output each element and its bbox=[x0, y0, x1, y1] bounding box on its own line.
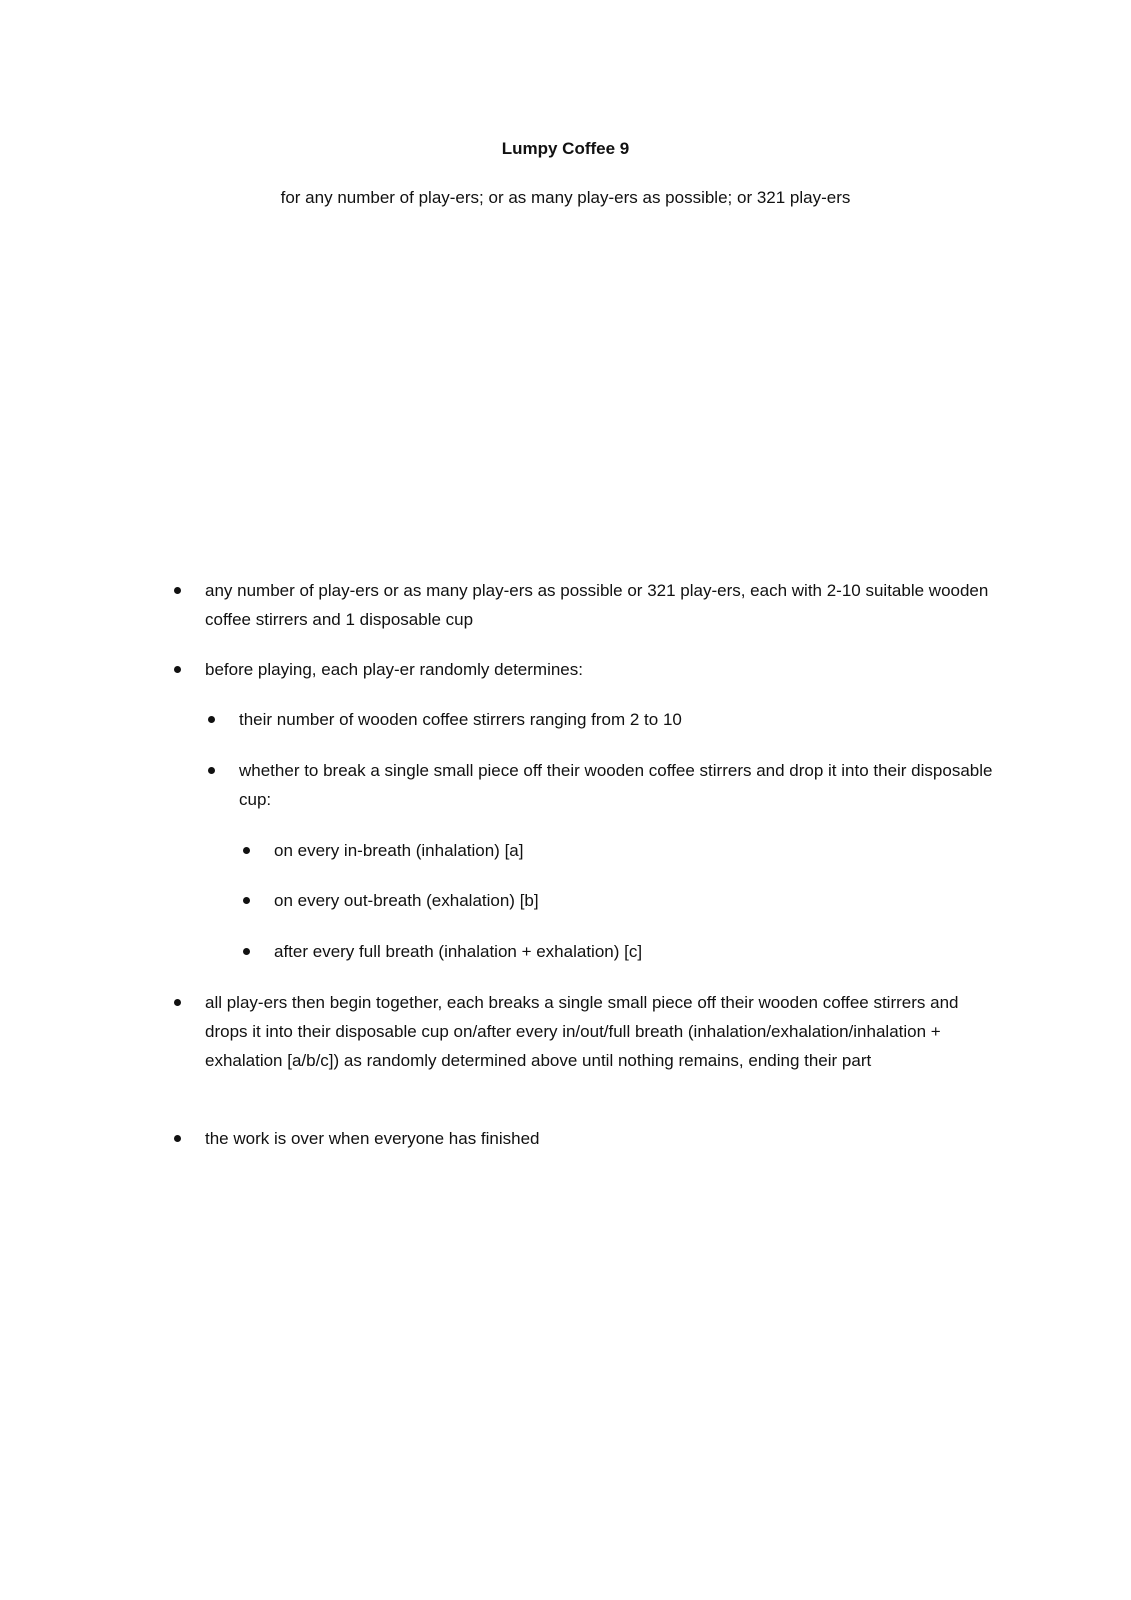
sub-sub-list-item bbox=[274, 836, 994, 865]
bullet-icon bbox=[173, 1124, 181, 1153]
bullet-icon bbox=[173, 988, 181, 1017]
bullet-icon bbox=[242, 886, 250, 915]
sub-sub-list-item-text: on every out-breath (exhalation) [b] bbox=[274, 891, 539, 910]
bullet-icon bbox=[207, 756, 215, 785]
list-item bbox=[205, 1124, 995, 1153]
list-item bbox=[205, 655, 995, 684]
sub-sub-list-item-text: after every full breath (inhalation + exhalation) [c] bbox=[274, 942, 643, 961]
list-item bbox=[205, 988, 995, 1075]
bullet-icon bbox=[207, 705, 215, 734]
document-title: Lumpy Coffee 9 bbox=[501, 139, 630, 158]
list-item-text: any number of play-ers or as many play-ers as possible or 321 play-ers, each with 2-10 suitable wooden coffee stirrers and 1 disposable cup bbox=[205, 581, 989, 629]
sub-list-item-text: their number of wooden coffee stirrers ranging from 2 to 10 bbox=[239, 710, 682, 729]
sub-list-item-text: whether to break a single small piece off their wooden coffee stirrers and drop it into their disposable cup: bbox=[239, 761, 993, 809]
list-item-text: the work is over when everyone has finished bbox=[205, 1129, 540, 1148]
sub-sub-list-item bbox=[274, 886, 994, 915]
bullet-icon bbox=[242, 937, 250, 966]
bullet-icon bbox=[173, 576, 181, 605]
sub-sub-list-item bbox=[274, 937, 994, 966]
list-item bbox=[205, 576, 995, 634]
bullet-icon bbox=[173, 655, 181, 684]
list-item-text: all play-ers then begin together, each breaks a single small piece off their wooden coffee stirrers and drops it into their disposable cup on/after every in/out/full breath (inhalation/exhalation/inhalation + exhalation [a/b/c]) as randomly determined above until nothing remains, ending their part bbox=[205, 993, 959, 1070]
sub-sub-list-item-text: on every in-breath (inhalation) [a] bbox=[274, 841, 524, 860]
sub-list-item bbox=[239, 756, 995, 814]
list-item-text: before playing, each play-er randomly determines: bbox=[205, 660, 583, 679]
bullet-icon bbox=[242, 836, 250, 865]
document-subtitle: for any number of play-ers; or as many play-ers as possible; or 321 play-ers bbox=[280, 188, 851, 207]
sub-list-item bbox=[239, 705, 995, 734]
